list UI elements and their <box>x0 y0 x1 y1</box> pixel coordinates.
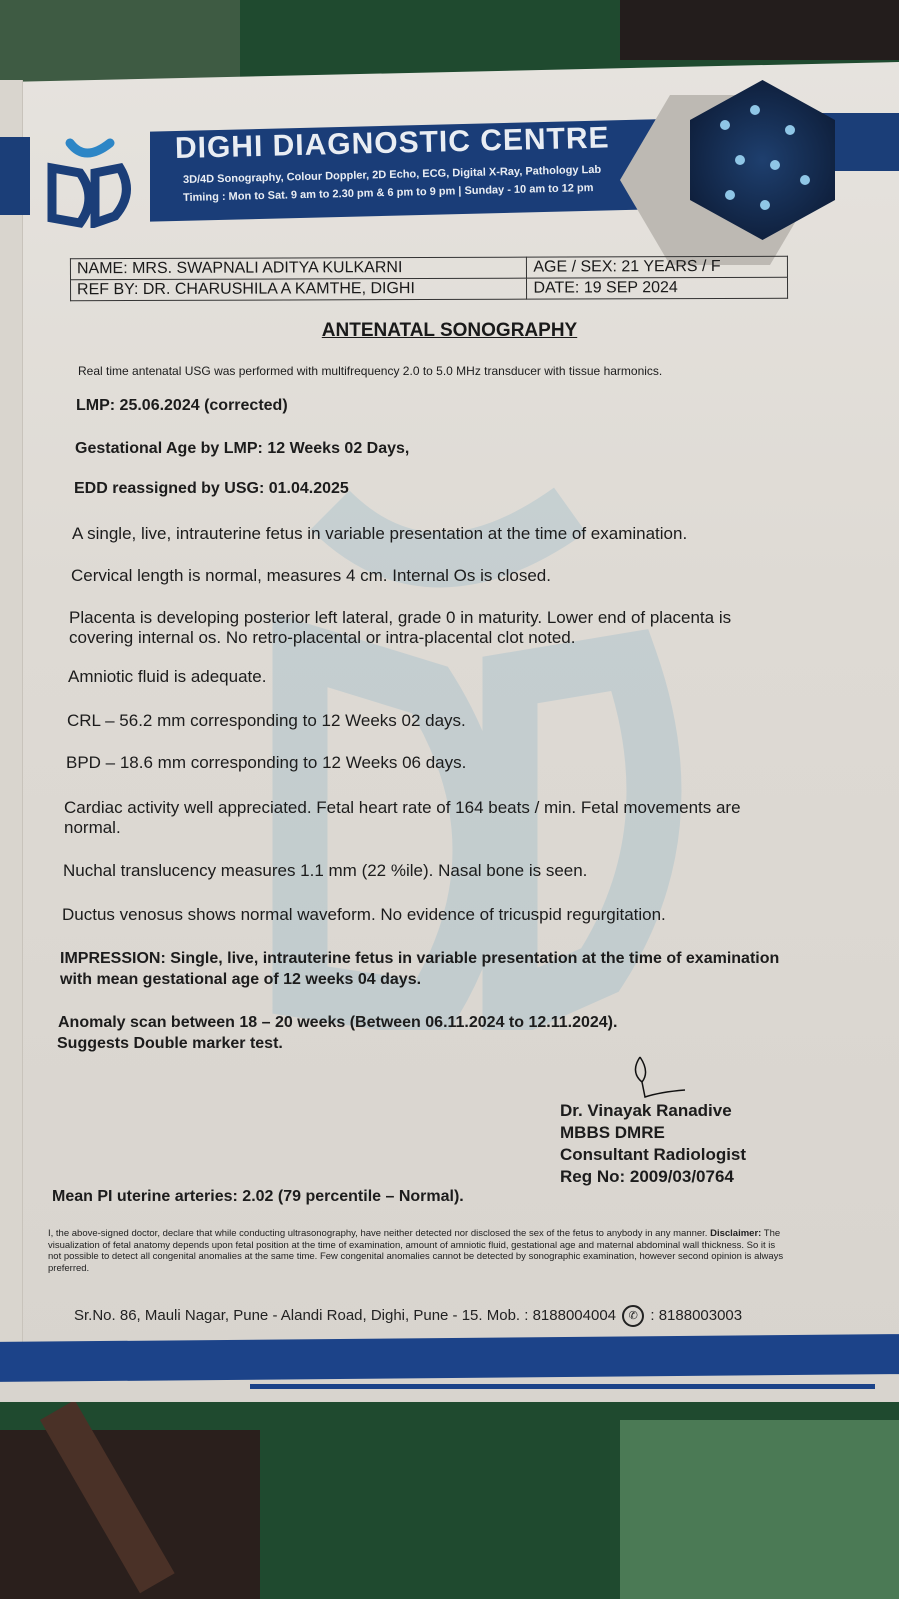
logo-watermark <box>270 470 690 1030</box>
declaration-text: I, the above-signed doctor, declare that while conducting ultrasonography, have neither detected nor disclosed the sex of the fetus to anybody in any manner. <box>48 1228 708 1239</box>
doctor-name: Dr. Vinayak Ranadive <box>560 1101 732 1120</box>
report-title: ANTENATAL SONOGRAPHY <box>321 320 578 341</box>
disclaimer-text: The visualization of fetal anatomy depends upon fetal position at the time of examination, amount of amniotic fluid, gestational age and maternal abdominal wall thickness. So it is not possible to detect all congenital anomalies at the same time. Few congenital anomalies cannot be detected by sonographic examination, however second opinion is always preferred. <box>48 1228 784 1274</box>
bpd-finding: BPD – 18.6 mm corresponding to 12 Weeks 06 days. <box>66 753 467 772</box>
address-text: Sr.No. 86, Mauli Nagar, Pune - Alandi Road, Dighi, Pune - 15. Mob. : 8188004004 <box>74 1306 617 1324</box>
signature-block <box>560 1100 746 1188</box>
centre-timing: Timing : Mon to Sat. 9 am to 2.30 pm & 6 pm to 9 pm | Sunday - 10 am to 12 pm <box>182 181 594 204</box>
ductus-finding: Ductus venosus shows normal waveform. No evidence of tricuspid regurgitation. <box>62 905 666 924</box>
mean-pi: Mean PI uterine arteries: 2.02 (79 percentile – Normal). <box>52 1188 464 1205</box>
doctor-signature <box>620 1052 700 1102</box>
suggestion: Suggests Double marker test. <box>57 1035 283 1052</box>
background-dark <box>620 0 899 60</box>
placenta-finding: Placenta is developing posterior left lateral, grade 0 in maturity. Lower end of placenta is covering internal os. No retro-placental or intra-placental clot noted. <box>69 608 732 647</box>
impression: IMPRESSION: Single, live, intrauterine fetus in variable presentation at the time of examination with mean gestational age of 12 weeks 04 days. <box>60 950 780 988</box>
footer-band <box>0 1334 899 1382</box>
patient-age-sex: AGE / SEX: 21 YEARS / F <box>527 256 788 278</box>
disclaimer <box>48 1228 788 1274</box>
amniotic-finding: Amniotic fluid is adequate. <box>68 667 267 686</box>
patient-name: NAME: MRS. SWAPNALI ADITYA KULKARNI <box>70 257 526 280</box>
doctor-degree: MBBS DMRE <box>560 1123 665 1142</box>
crl-finding: CRL – 56.2 mm corresponding to 12 Weeks 02 days. <box>67 711 466 730</box>
lmp: LMP: 25.06.2024 (corrected) <box>76 397 288 414</box>
gestational-age: Gestational Age by LMP: 12 Weeks 02 Days, <box>75 440 410 457</box>
background-cloth-light <box>620 1420 899 1599</box>
header-left-bar <box>0 137 30 215</box>
footer-line <box>250 1384 875 1389</box>
footer-address <box>74 1305 742 1327</box>
nuchal-finding: Nuchal translucency measures 1.1 mm (22 %ile). Nasal bone is seen. <box>63 861 588 880</box>
centre-logo <box>40 128 140 228</box>
centre-name: DIGHI DIAGNOSTIC CENTRE <box>174 121 610 165</box>
fetus-finding: A single, live, intrauterine fetus in variable presentation at the time of examination. <box>72 524 688 543</box>
anomaly-scan: Anomaly scan between 18 – 20 weeks (Between 06.11.2024 to 12.11.2024). <box>58 1014 618 1031</box>
referred-by: REF BY: DR. CHARUSHILA A KAMTHE, DIGHI <box>71 278 527 301</box>
doctor-role: Consultant Radiologist <box>560 1145 747 1164</box>
paper-fold-edge <box>0 80 23 1380</box>
intro-text: Real time antenatal USG was performed with multifrequency 2.0 to 5.0 MHz transducer with tissue harmonics. <box>78 364 663 378</box>
cardiac-finding: Cardiac activity well appreciated. Fetal heart rate of 164 beats / min. Fetal movements are normal. <box>64 798 741 837</box>
doctor-reg-no: Reg No: 2009/03/0764 <box>560 1167 734 1186</box>
whatsapp-icon: ✆ <box>622 1305 644 1327</box>
patient-info-table <box>70 256 788 302</box>
whatsapp-number: : 8188003003 <box>650 1306 743 1324</box>
edd: EDD reassigned by USG: 01.04.2025 <box>74 480 349 497</box>
cervical-finding: Cervical length is normal, measures 4 cm. Internal Os is closed. <box>71 566 551 585</box>
centre-services: 3D/4D Sonography, Colour Doppler, 2D Echo, ECG, Digital X-Ray, Pathology Lab <box>182 163 602 186</box>
disclaimer-label: Disclaimer: <box>710 1228 762 1239</box>
report-date: DATE: 19 SEP 2024 <box>527 277 788 299</box>
